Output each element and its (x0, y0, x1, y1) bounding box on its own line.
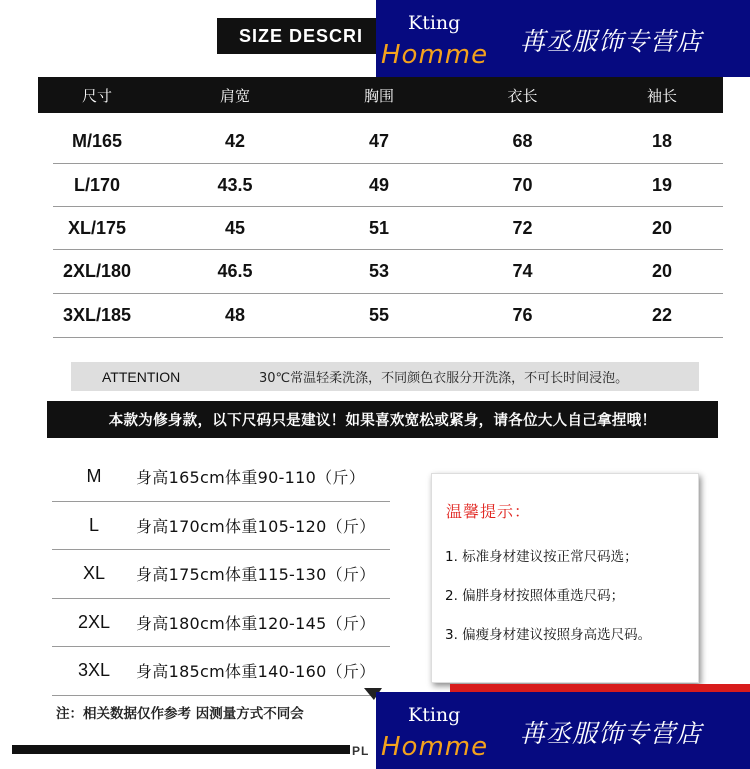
weight-size: L (88, 514, 99, 535)
weight-divider (52, 695, 390, 696)
weight-row (52, 453, 390, 501)
cell-length: 72 (512, 217, 533, 238)
care-attention-bar (71, 362, 699, 391)
tip-item: 2. 偏胖身材按照体重选尺码； (445, 588, 625, 604)
cell-chest: 49 (368, 174, 390, 195)
cell-length: 76 (512, 305, 533, 325)
cell-shoulder: 46.5 (217, 261, 253, 281)
weight-desc: 身高165cm体重90-110（斤） (136, 468, 365, 488)
cell-length: 74 (512, 261, 533, 281)
size-row (38, 207, 723, 249)
cell-size: M/165 (71, 130, 123, 151)
header-chest: 胸围 (363, 86, 394, 105)
row-divider (53, 337, 723, 338)
shop-name-text: 苒丞服饰专营店 (520, 27, 703, 56)
weight-desc: 身高175cm体重115-130（斤） (136, 565, 376, 585)
tip-item: 1. 标准身材建议按正常尺码选； (445, 549, 638, 565)
cell-sleeve: 22 (651, 305, 673, 325)
weight-size: 3XL (77, 660, 111, 681)
attention-label: ATTENTION (102, 368, 181, 385)
tips-card (431, 473, 699, 683)
cell-chest: 47 (368, 130, 390, 151)
weight-desc: 身高170cm体重105-120（斤） (136, 516, 376, 536)
cell-size: XL/175 (67, 217, 127, 238)
attention-text: 30℃常温轻柔洗涤，不同颜色衣服分开洗涤，不可长时间浸泡。 (259, 371, 629, 386)
cell-length: 68 (512, 130, 533, 151)
tip-item: 3. 偏瘦身材建议按照身高选尺码。 (445, 627, 652, 643)
weight-desc: 身高185cm体重140-160（斤） (136, 662, 376, 682)
size-row (38, 164, 723, 206)
weight-row (52, 647, 390, 695)
cell-sleeve: 18 (651, 130, 673, 151)
size-row (38, 250, 723, 293)
cell-chest: 55 (368, 305, 390, 325)
header-length: 衣长 (507, 86, 538, 105)
header-shoulder: 肩宽 (219, 86, 250, 105)
cell-size: 2XL/180 (62, 261, 132, 281)
cell-chest: 51 (368, 217, 390, 238)
weight-row (52, 599, 390, 647)
cell-chest: 53 (368, 261, 390, 281)
cell-shoulder: 42 (224, 130, 246, 151)
black-footer-strip (12, 745, 350, 754)
size-row (38, 294, 723, 337)
cell-size: L/170 (73, 174, 121, 195)
header-sleeve: 袖长 (646, 86, 677, 105)
shop-banner-top (376, 0, 750, 77)
cell-shoulder: 48 (224, 305, 246, 325)
size-row (38, 119, 723, 163)
header-size: 尺寸 (81, 86, 112, 105)
weight-size: M (86, 466, 102, 487)
fit-notice-text: 本款为修身款，以下尺码只是建议！如果喜欢宽松或紧身，请各位大人自己拿捏哦！ (108, 413, 657, 429)
shop-name-text: 苒丞服饰专营店 (520, 719, 703, 748)
cell-sleeve: 20 (651, 217, 673, 238)
size-description-title-text: SIZE DESCRI (239, 25, 364, 46)
fit-notice-bar (47, 401, 718, 438)
weight-row (52, 550, 390, 598)
brand-kting-text: Kting (408, 12, 461, 34)
weight-desc: 身高180cm体重120-145（斤） (136, 613, 376, 633)
weight-table (52, 453, 390, 696)
cell-length: 70 (512, 174, 533, 195)
cell-sleeve: 20 (651, 261, 673, 281)
size-table (38, 77, 723, 338)
weight-row (52, 502, 390, 550)
shop-banner-bottom (376, 692, 750, 769)
measurement-note: 注：相关数据仅作参考 因测量方式不同会 (56, 706, 304, 722)
brand-kting-text: Kting (408, 704, 461, 726)
weight-size: XL (82, 563, 106, 584)
cell-sleeve: 19 (651, 174, 673, 195)
tips-title: 温馨提示： (446, 502, 532, 521)
brand-homme-text: Homme (381, 732, 489, 762)
cell-shoulder: 45 (224, 217, 246, 238)
weight-size: 2XL (77, 611, 111, 632)
footer-partial-text: PL (352, 744, 370, 758)
brand-homme-text: Homme (381, 40, 489, 70)
cell-shoulder: 43.5 (217, 174, 253, 195)
cell-size: 3XL/185 (62, 305, 132, 325)
size-table-header (38, 77, 723, 113)
